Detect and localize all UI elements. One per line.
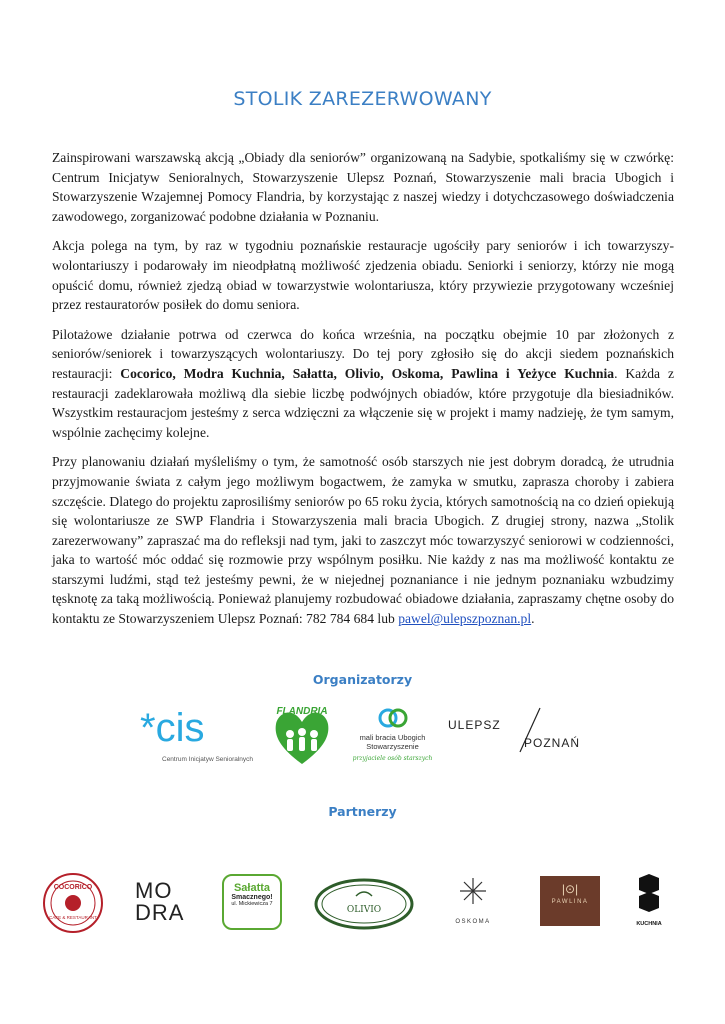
cocorico-badge-icon (42, 872, 104, 934)
salatta-logo (222, 874, 282, 930)
cis-logo-caption: Centrum Inicjatyw Senioralnych (162, 756, 254, 763)
cocorico-name: COCORICO (53, 884, 93, 891)
organizers-heading: Organizatorzy (312, 672, 413, 687)
paragraph-1: Zainspirowani warszawską akcją „Obiady dla seniorów” organizowaną na Sadybie, spotkaliśmy się w czwórkę: Centrum Inicjatyw Senioralnych, Stowarzyszenie Ulepsz Poznań, Stowarzyszenie mali bracia Ubogich i Stowarzyszenie Wzajemnej Pomocy Flandria, by korzystając z naszej wiedzy i dotychczasowego doświadczenia zawodowego, zorganizować podobne działania w Poznaniu. (52, 150, 674, 224)
oskoma-star-icon (458, 876, 488, 906)
kuchnia-cubes-icon (635, 874, 663, 916)
paragraph-4 (52, 452, 674, 628)
mbu-logo-line1: mali bracia Ubogich (359, 733, 426, 742)
oskoma-logo (448, 876, 498, 932)
oskoma-name: OSKOMA (455, 919, 491, 925)
salatta-line2: Smacznego! (231, 894, 273, 901)
ulepsz-poznan-logo (448, 706, 588, 758)
mbu-logo (345, 708, 440, 770)
olivio-logo (314, 878, 414, 930)
cocorico-sub: CAFE & RESTAURANT (49, 915, 97, 920)
paragraph-2: Akcja polega na tym, by raz w tygodniu poznańskie restauracje ugościły pary seniorów i ich towarzyszy-wolontariuszy i podarowały im nieodpłatną możliwość zjedzenia obiadu. Seniorki i seniorzy, którzy nie mogą opuścić domu, również zjedzą obiad w towarzystwie wolontariusza, który przywiezie przygotowany wcześniej przez restauratorów posiłek do domu seniora. (52, 238, 674, 313)
partners-heading: Partnerzy (328, 804, 397, 819)
ulepsz-logo-line1: ULEPSZ (448, 718, 501, 732)
modra-line1: MO (135, 878, 173, 903)
kuchnia-logo (632, 874, 666, 934)
contact-email-link[interactable]: pawel@ulepszpoznan.pl (398, 611, 532, 627)
paragraph-4-text: Przy planowaniu działań myśleliśmy o tym, że samotność osób starszych nie jest dobrym doradcą, że utrudnia przyjmowanie świata z całym jego możliwym bogactwem, że zamyka w smutku, zaprasza choroby i zabiera szczęście. Dlatego do projektu zaprosiliśmy seniorów po 65 roku życia, których samotnością na co dzień opiekują się wolontariusze ze SWP Flandria i Stowarzyszenia mali bracia Ubogich. Z drugiej strony, nazwa „Stolik zarezerwowany” zapraszać ma do refleksji nad tym, jaki to zaszczyt móc towarzyszyć seniorowi w codzienności, jaka to wartość móc oddać się rozmowie przy wspólnym posiłku. Nie każdy z nas ma możliwość kontaktu ze starszymi ludźmi, stąd też jesteśmy pewni, że w niejednej poznaniance i nie jednym poznaniaku wzbudzimy tęsknotę za taką możliwością. Ponieważ planujemy rozbudować obiadowe działania, zapraszamy chętne osoby do kontaktu ze Stowarzyszeniem Ulepsz Poznań: 782 784 684 lub (52, 454, 674, 627)
cis-logo-name: *cis (140, 706, 205, 750)
pawlina-logo (540, 876, 600, 926)
paragraph-4-end: . (531, 611, 535, 627)
modra-logo (135, 880, 183, 930)
page-title: STOLIK ZAREZERWOWANY (233, 88, 492, 110)
ulepsz-slash-icon (448, 706, 588, 758)
cocorico-logo (42, 872, 104, 934)
olivio-name: OLIVIO (346, 905, 382, 915)
olivio-oval-icon (314, 878, 414, 930)
pawlina-name: PAWLINA (551, 899, 589, 905)
cis-logo (140, 708, 265, 770)
article-body (52, 148, 674, 639)
salatta-line1: Sałatta (233, 882, 271, 894)
paragraph-3-text-b: . Każda z restauracji zadeklarowała możliwą dla siebie liczbę podwójnych obiadów, które przygotuje dla biesiadników. Wszystkim restauracjom jesteśmy z serca wdzięczni za włączenie się w projekt i mamy nadzieję, że tym samym, wspólnie zachęcimy kolejne. (52, 365, 675, 440)
flandria-logo (272, 706, 332, 768)
mbu-logo-tagline: przyjaciele osób starszych (352, 755, 433, 762)
kuchnia-name: KUCHNIA (636, 921, 662, 927)
restaurant-list: Cocorico, Modra Kuchnia, Sałatta, Olivio, Oskoma, Pawlina i Yeżyce Kuchnia (120, 365, 615, 381)
mbu-logo-line2: Stowarzyszenie (366, 742, 419, 751)
paragraph-3 (52, 325, 674, 443)
pawlina-mark-icon: |⊙| (561, 882, 579, 896)
flandria-logo-name: FLANDRIA (276, 706, 328, 717)
mbu-circles-icon (376, 708, 410, 728)
ulepsz-logo-line2: POZNAŃ (524, 736, 581, 750)
salatta-line3: ul. Mickiewicza 7 (231, 901, 273, 907)
modra-line2: DRA (135, 900, 185, 925)
paragraph-3-text-a: Pilotażowe działanie potrwa od czerwca do końca września, na początku obejmie 10 par złożonych z seniorów/seniorek i towarzyszących wolontariuszy. Do tej pory zgłosiło się do akcji siedem poznańskich restauracji: (52, 326, 674, 381)
